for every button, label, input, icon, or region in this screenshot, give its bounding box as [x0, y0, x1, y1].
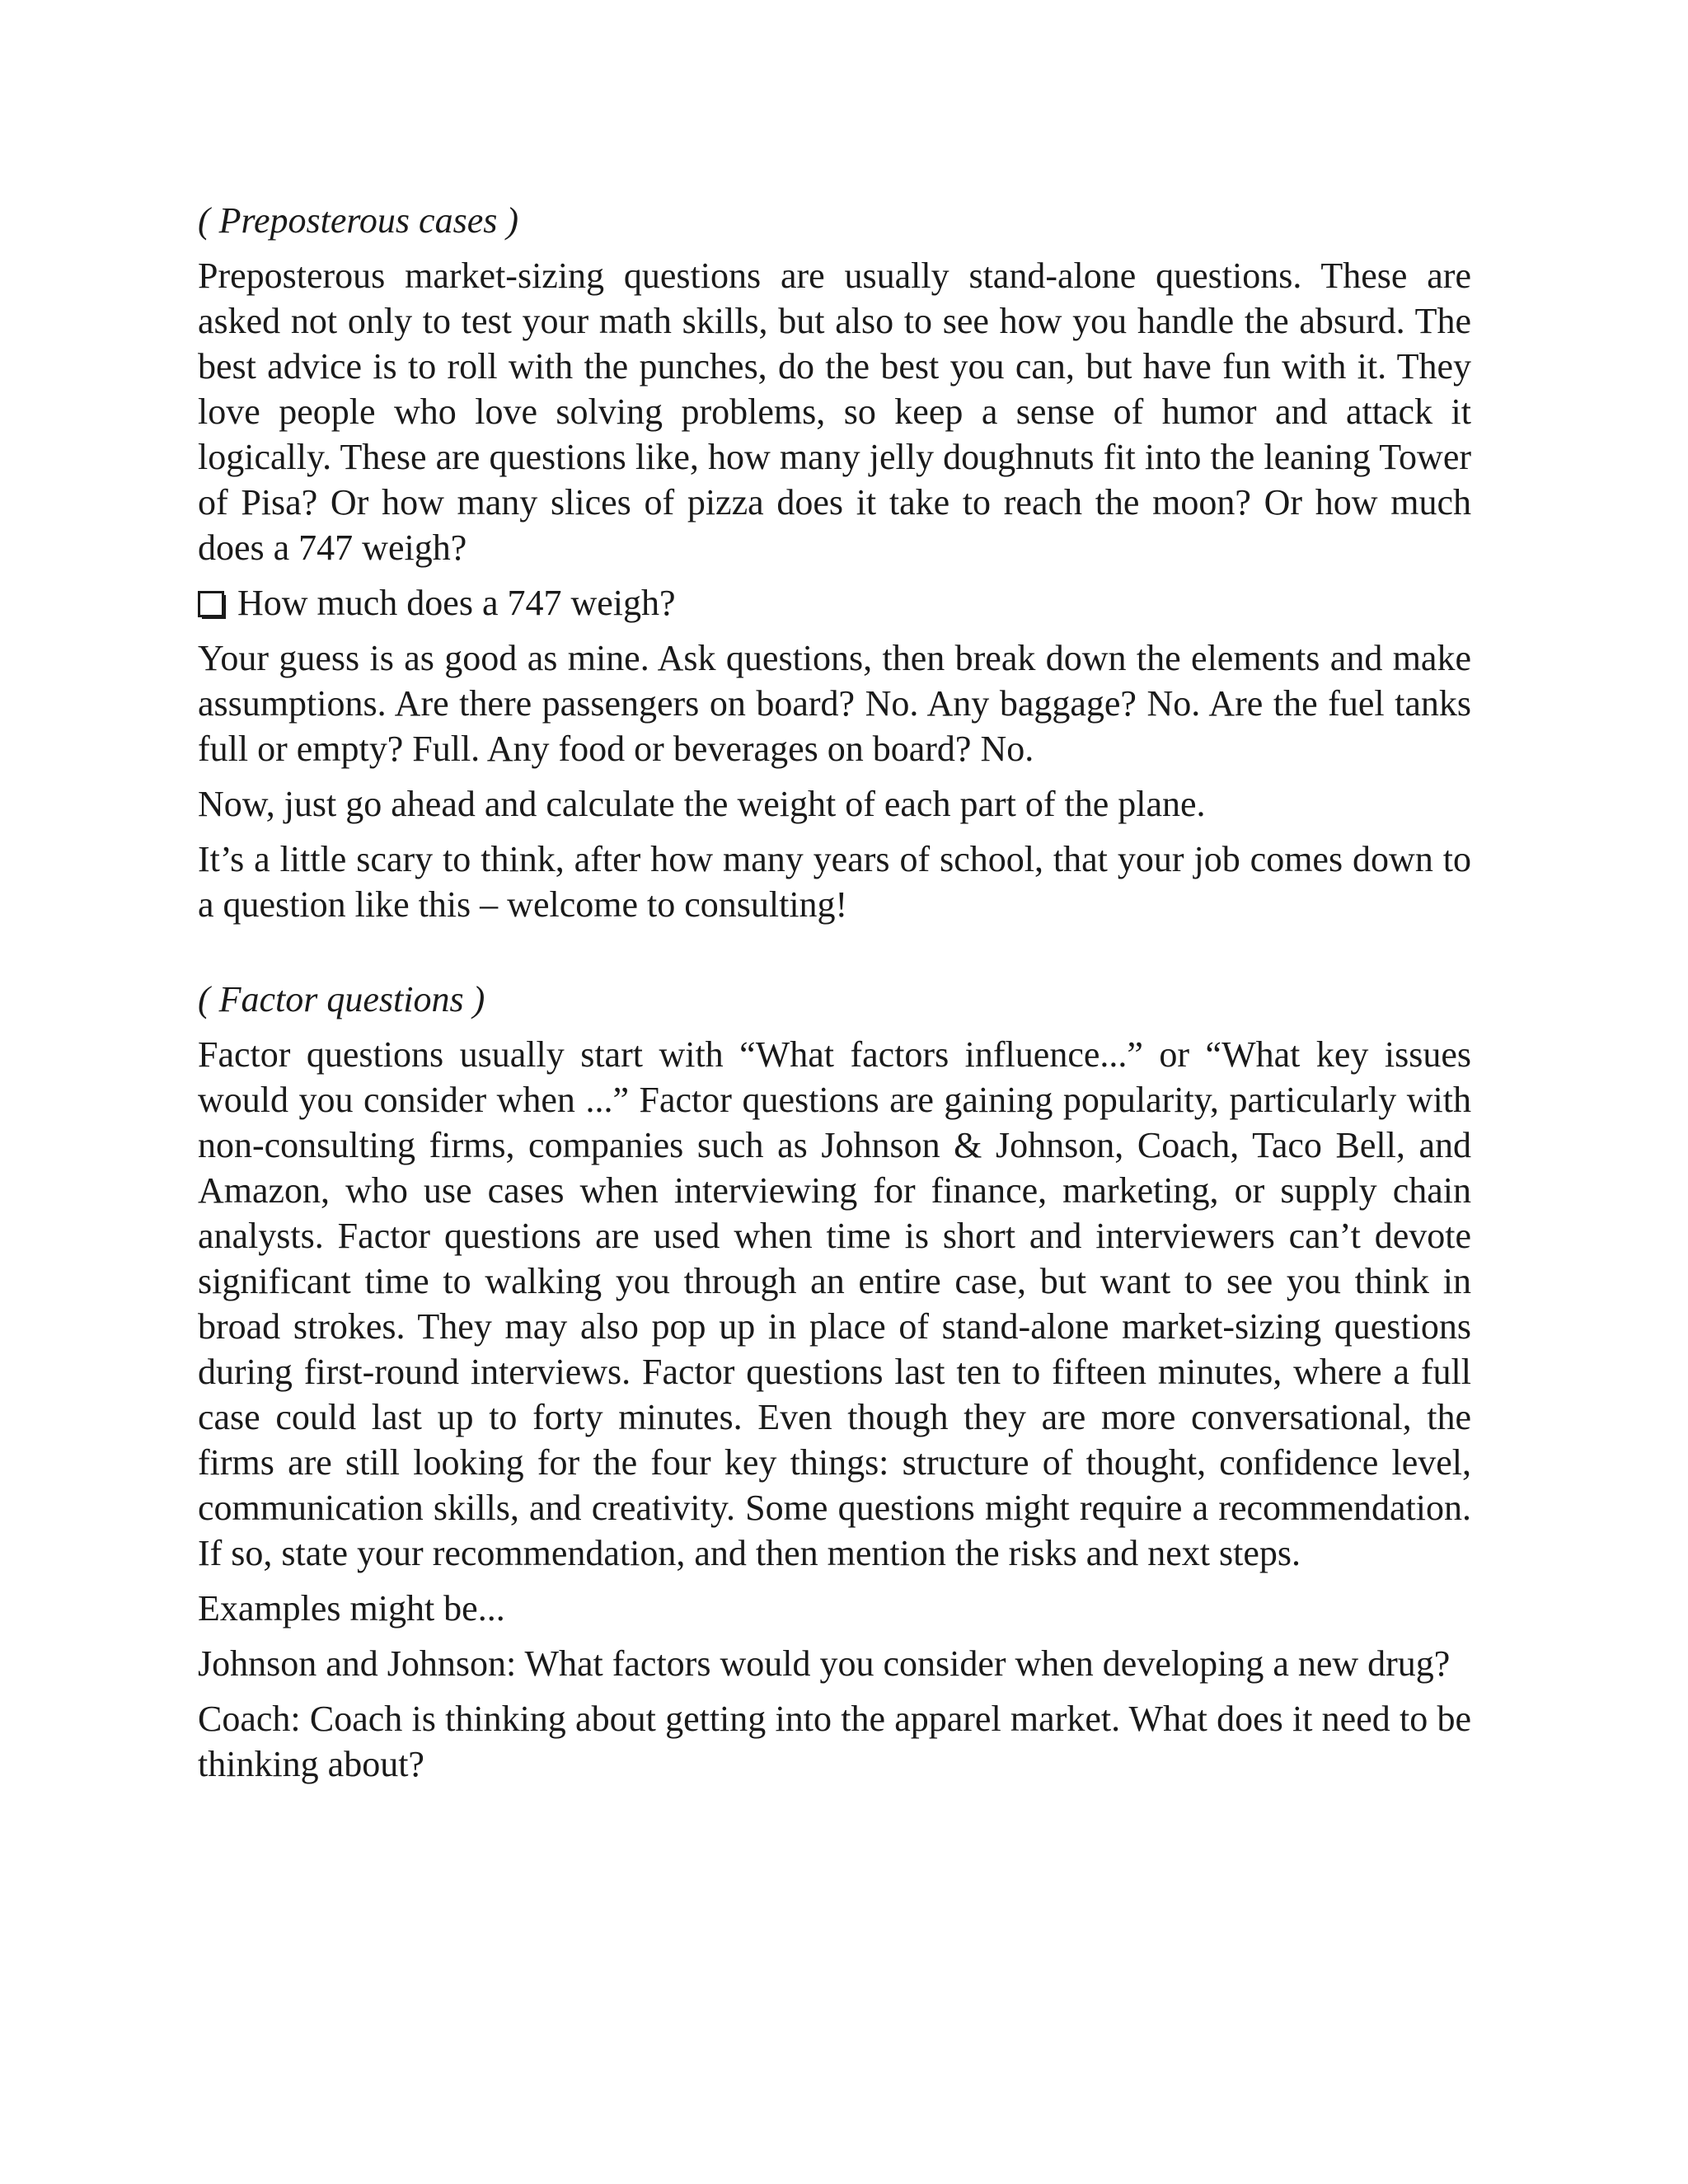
section-heading-preposterous: ( Preposterous cases ) — [198, 200, 518, 241]
answer-paragraph-2: Now, just go ahead and calculate the weight of each part of the plane. — [198, 784, 1206, 824]
example-johnson: Johnson and Johnson: What factors would you consider when developing a new drug? — [198, 1643, 1451, 1684]
paragraph-preposterous: Preposterous market-sizing questions are usually stand-alone questions. These are asked not only to test your math skills, but also to see how you handle the absurd. The best advice is to roll with the punches, do the best you can, but have fun with it. They love people who love solving problems, so keep a sense of humor and attack it logically. These are questions like, how many jelly doughnuts fit into the leaning Tower of Pisa? Or how many slices of pizza does it take to reach the moon? Or how much does a 747 weigh? — [198, 255, 1471, 568]
document-body — [198, 198, 1471, 1797]
answer-paragraph-1: Your guess is as good as mine. Ask questions, then break down the elements and make assumptions. Are there passengers on board? No. Any baggage? No. Are the fuel tanks full or empty? Full. Any food or beverages on board? No. — [198, 638, 1471, 769]
paragraph-factor: Factor questions usually start with “What factors influence...” or “What key issues would you consider when ...” Factor questions are gaining popularity, particularly with non-consulting firms, companies such as Johnson & Johnson, Coach, Taco Bell, and Amazon, who use cases when interviewing for finance, marketing, or supply chain analysts. Factor questions are used when time is short and interviewers can’t devote significant time to walking you through an entire case, but want to see you think in broad strokes. They may also pop up in place of stand-alone market-sizing questions during first-round interviews. Factor questions last ten to fifteen minutes, where a full case could last up to forty minutes. Even though they are more conversational, the firms are still looking for the four key things: structure of thought, confidence level, communication skills, and creativity. Some questions might require a recommendation. If so, state your recommendation, and then mention the risks and next steps. — [198, 1034, 1471, 1573]
examples-intro: Examples might be... — [198, 1588, 505, 1629]
section-heading-factor: ( Factor questions ) — [198, 979, 485, 1019]
answer-paragraph-3: It’s a little scary to think, after how many years of school, that your job comes down to a question like this – welcome to consulting! — [198, 839, 1471, 925]
example-coach: Coach: Coach is thinking about getting into the apparel market. What does it need to be thinking about? — [198, 1699, 1471, 1784]
checkbox-icon — [198, 591, 226, 619]
question-line — [198, 580, 1471, 626]
question-text: How much does a 747 weigh? — [237, 583, 676, 623]
